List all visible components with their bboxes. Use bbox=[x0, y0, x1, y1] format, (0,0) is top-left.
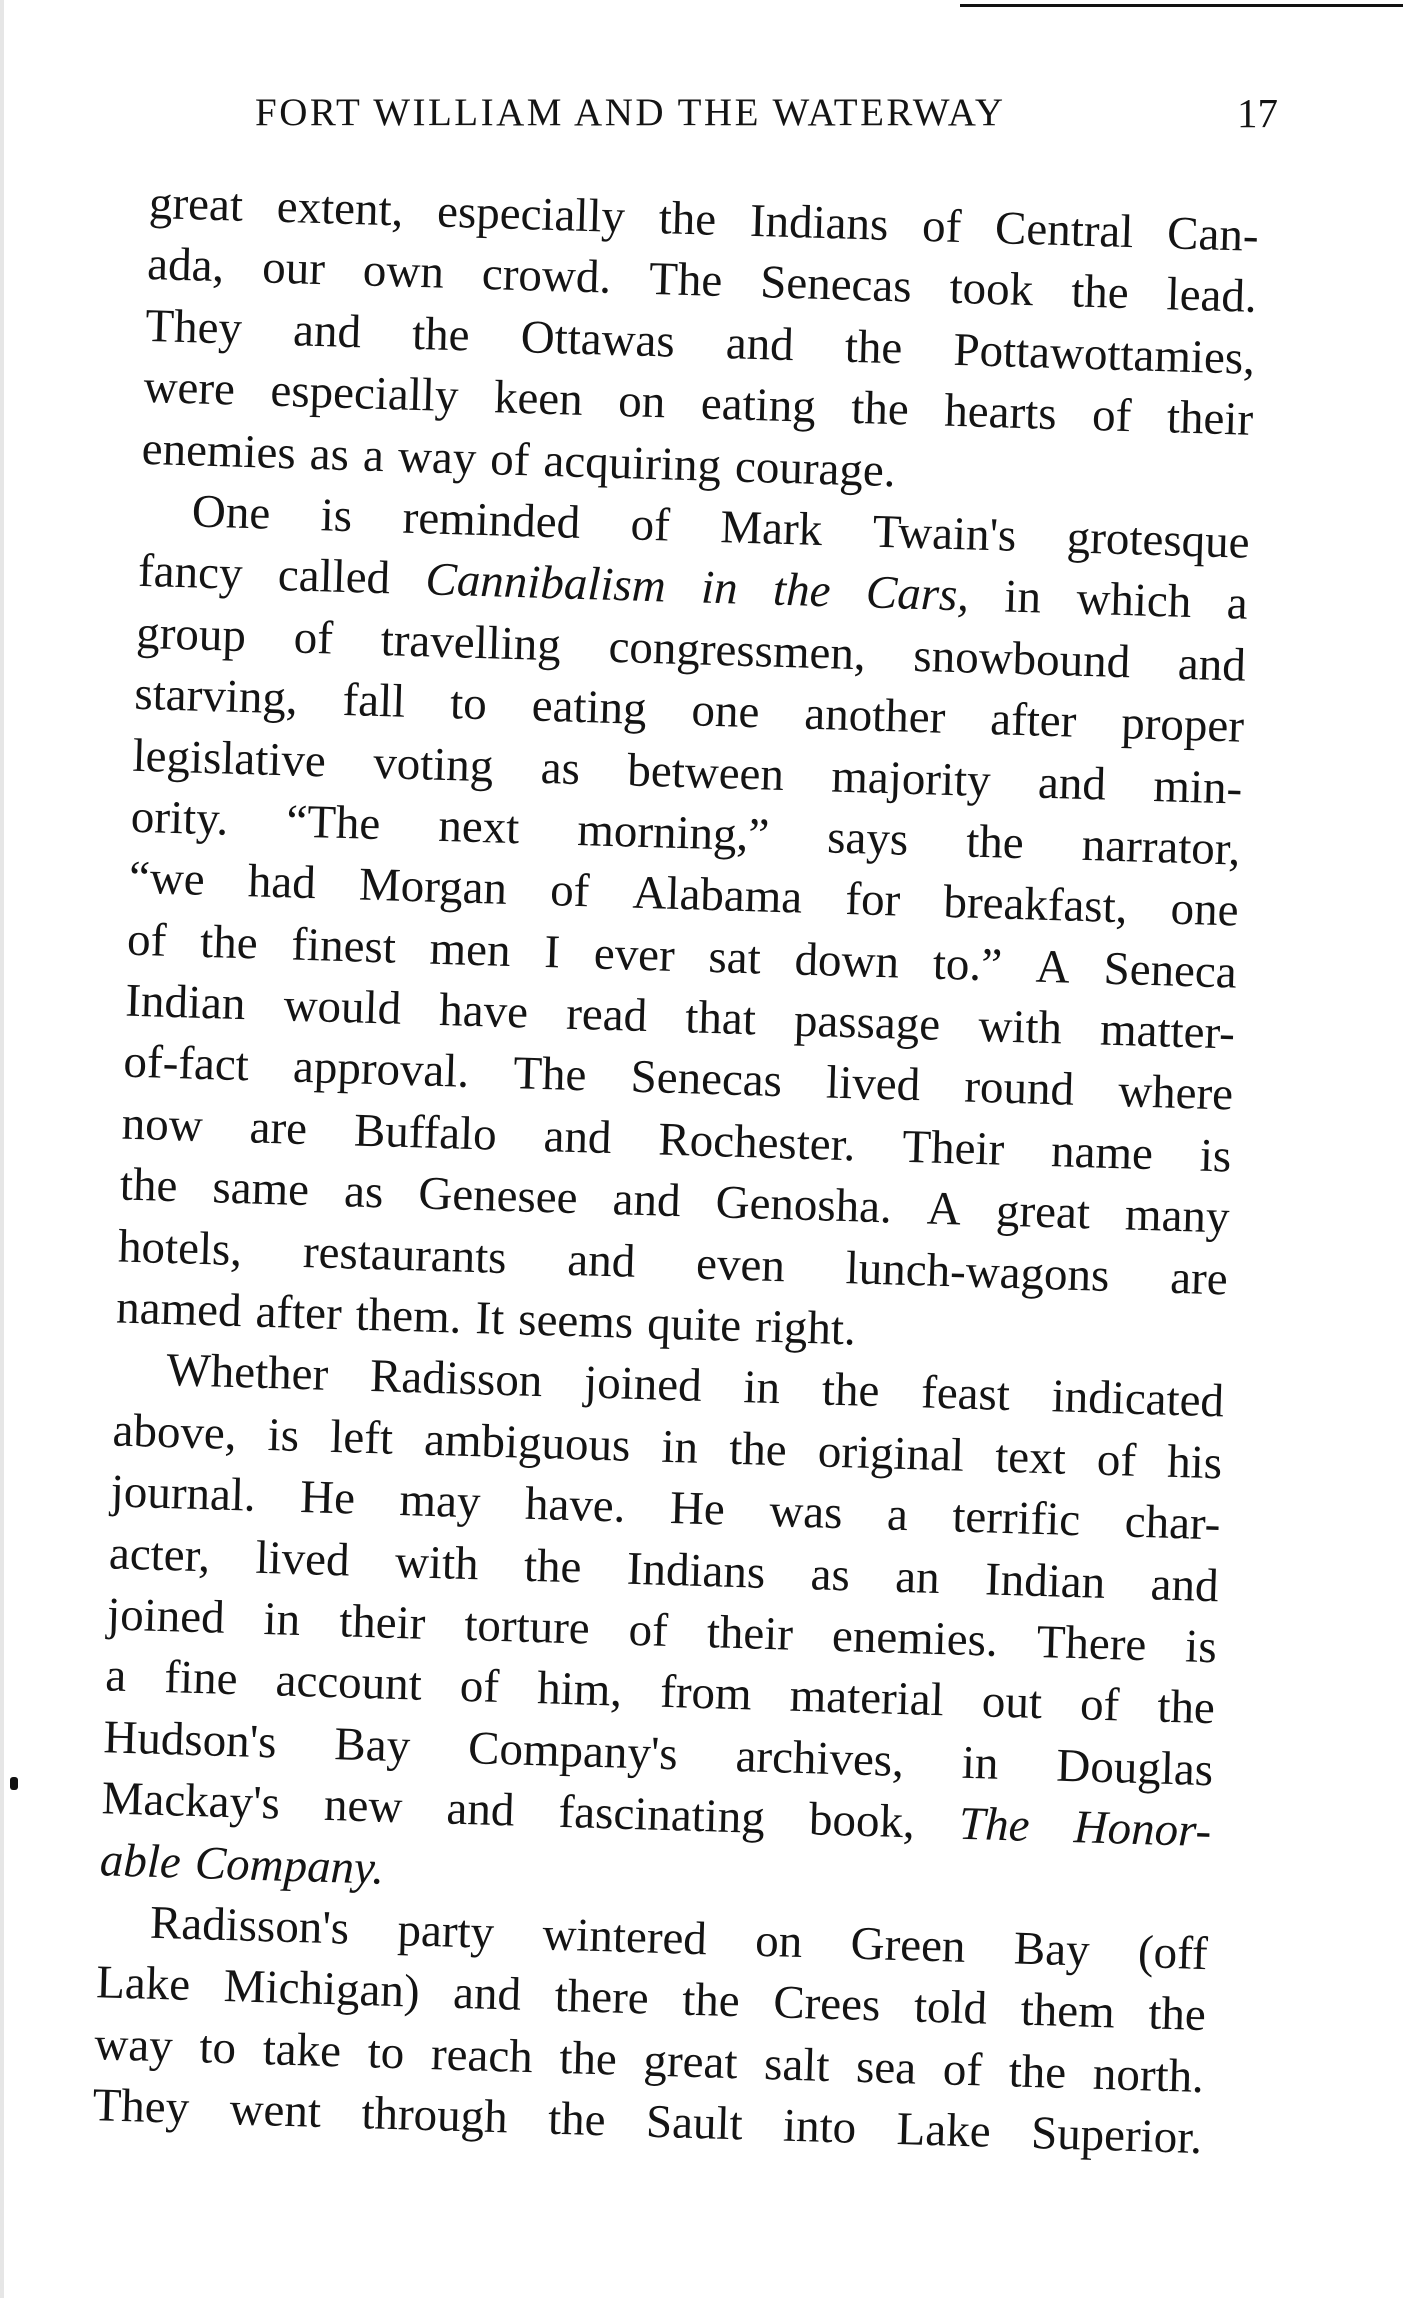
word: with bbox=[394, 1535, 480, 1590]
word: have bbox=[438, 984, 529, 1039]
word: book, bbox=[808, 1793, 916, 1849]
word: Ottawas bbox=[520, 310, 676, 368]
word: their bbox=[338, 1595, 427, 1650]
word: Indians bbox=[626, 1542, 767, 1599]
word: fine bbox=[163, 1651, 239, 1706]
word: the bbox=[1070, 265, 1130, 320]
word: told bbox=[913, 1980, 988, 2035]
scan-edge-rule bbox=[960, 4, 1403, 7]
word: matter- bbox=[1099, 1003, 1236, 1060]
word: lunch-wagons bbox=[845, 1241, 1111, 1302]
word: them bbox=[1020, 1983, 1116, 2039]
word: have. bbox=[524, 1477, 627, 1533]
word: They bbox=[91, 2079, 190, 2135]
body-text bbox=[92, 173, 1260, 2170]
word: north. bbox=[1092, 2047, 1205, 2103]
word: many bbox=[1124, 1188, 1231, 1244]
word: says bbox=[826, 811, 909, 866]
word: their bbox=[1166, 391, 1254, 446]
word: is bbox=[1199, 1129, 1233, 1183]
word: in bbox=[262, 1593, 302, 1647]
word: wintered bbox=[541, 1908, 708, 1966]
word: hotels, bbox=[117, 1220, 243, 1276]
word: fascinating bbox=[557, 1786, 766, 1845]
word: an bbox=[894, 1550, 941, 1604]
word: new bbox=[323, 1779, 404, 1834]
word: indicated bbox=[1051, 1370, 1225, 1428]
word: of bbox=[459, 1660, 500, 1714]
word: Morgan bbox=[358, 858, 508, 916]
word: salt bbox=[763, 2037, 831, 2092]
italic-word: The bbox=[958, 1797, 1031, 1852]
word: sea bbox=[855, 2040, 917, 2095]
word: the bbox=[199, 915, 259, 970]
word: a bbox=[104, 1649, 128, 1703]
word: after bbox=[254, 1285, 343, 1341]
word: the bbox=[681, 1973, 741, 2028]
word: torture bbox=[463, 1598, 591, 1655]
word: He bbox=[669, 1482, 726, 1536]
word: ada, bbox=[146, 238, 226, 293]
word: the bbox=[844, 320, 904, 375]
word: There bbox=[1035, 1615, 1148, 1672]
word: ority. bbox=[130, 790, 230, 846]
word: as bbox=[809, 1547, 851, 1601]
word: fancy bbox=[137, 545, 244, 601]
word: same bbox=[211, 1161, 310, 1217]
word: congressmen, bbox=[607, 620, 867, 681]
word: from bbox=[659, 1666, 753, 1721]
word: Green bbox=[849, 1917, 967, 1973]
word: Can- bbox=[1166, 207, 1260, 262]
word: as bbox=[540, 741, 581, 795]
word: name bbox=[1050, 1125, 1154, 1181]
word: eating bbox=[531, 679, 648, 736]
word: morning,” bbox=[576, 803, 770, 862]
word: Whether bbox=[165, 1344, 329, 1402]
word: men bbox=[428, 922, 512, 977]
word: with bbox=[977, 1000, 1063, 1055]
word: Sault bbox=[645, 2095, 744, 2151]
word: Indians bbox=[749, 194, 890, 251]
word: and bbox=[725, 316, 795, 371]
word: may bbox=[398, 1474, 482, 1529]
word: Crees bbox=[772, 1976, 882, 2032]
word: original bbox=[817, 1425, 965, 1482]
word: ever bbox=[593, 927, 676, 982]
word: group bbox=[135, 606, 247, 662]
word: Pottawottamies, bbox=[952, 323, 1256, 385]
word: passage bbox=[793, 994, 941, 1051]
word: the bbox=[558, 2031, 618, 2086]
word: of-fact bbox=[122, 1036, 250, 1092]
word: archives, bbox=[734, 1729, 905, 1787]
word: as bbox=[309, 427, 350, 481]
word: left bbox=[329, 1410, 394, 1465]
word: of bbox=[293, 611, 334, 665]
word: round bbox=[963, 1061, 1075, 1117]
word: They bbox=[144, 299, 243, 355]
word: on bbox=[754, 1914, 804, 1969]
word: snowbound bbox=[912, 629, 1131, 689]
word: seems bbox=[517, 1293, 634, 1349]
word: Mark bbox=[719, 501, 823, 557]
word: party bbox=[396, 1904, 495, 1959]
word: A bbox=[1035, 940, 1071, 994]
word: and bbox=[445, 1782, 516, 1837]
word: in bbox=[961, 1736, 1000, 1790]
word: would bbox=[282, 979, 402, 1035]
word: and bbox=[1037, 756, 1107, 811]
word: the bbox=[119, 1158, 179, 1213]
word: min- bbox=[1152, 759, 1243, 815]
word: proper bbox=[1120, 697, 1245, 753]
word: down bbox=[793, 933, 900, 989]
word: enemies. bbox=[831, 1609, 999, 1667]
word: He bbox=[299, 1471, 356, 1525]
word: Company's bbox=[467, 1721, 679, 1781]
word: the bbox=[1156, 1680, 1216, 1735]
word: approval. bbox=[292, 1041, 470, 1099]
word: Rochester. bbox=[657, 1113, 857, 1172]
word: to bbox=[198, 2021, 237, 2075]
word: starving, bbox=[133, 667, 299, 725]
word: the bbox=[523, 1539, 583, 1593]
word: is bbox=[267, 1408, 300, 1462]
word: above, bbox=[111, 1404, 238, 1460]
word: “The bbox=[285, 795, 382, 851]
word: his bbox=[1166, 1435, 1223, 1490]
word: the bbox=[821, 1363, 881, 1418]
word: were bbox=[142, 361, 236, 416]
word: after bbox=[989, 693, 1078, 748]
word: Genosha. bbox=[714, 1176, 893, 1234]
word: breakfast, bbox=[942, 876, 1129, 934]
word: of bbox=[921, 199, 963, 254]
word: crowd. bbox=[481, 248, 612, 305]
word: where bbox=[1117, 1065, 1234, 1121]
word: is bbox=[320, 489, 353, 543]
word: hearts bbox=[943, 384, 1058, 441]
word: to bbox=[449, 677, 488, 731]
word: next bbox=[437, 799, 521, 855]
page-edge-shadow bbox=[0, 0, 4, 2298]
word: great bbox=[995, 1184, 1091, 1240]
word: especially bbox=[269, 364, 460, 423]
word: way bbox=[93, 2017, 174, 2073]
word: them. bbox=[355, 1288, 463, 1344]
word: great bbox=[148, 176, 244, 232]
word: called bbox=[277, 549, 391, 605]
word: char- bbox=[1124, 1495, 1222, 1551]
word: and bbox=[1149, 1557, 1220, 1612]
word: and bbox=[611, 1173, 682, 1228]
word: Mackay's bbox=[100, 1772, 281, 1830]
word: travelling bbox=[380, 613, 562, 672]
word: Hudson's bbox=[102, 1711, 278, 1769]
word: now bbox=[121, 1097, 204, 1152]
italic-word: the bbox=[772, 564, 832, 618]
word: I bbox=[543, 925, 561, 979]
word: lived bbox=[254, 1531, 351, 1587]
word: The bbox=[512, 1047, 588, 1102]
word: our bbox=[261, 241, 326, 296]
word: acquiring bbox=[542, 434, 722, 492]
italic-word: Cannibalism bbox=[424, 553, 667, 613]
word: and bbox=[452, 1967, 522, 2022]
word: joined bbox=[583, 1356, 703, 1413]
word: is bbox=[1184, 1620, 1218, 1674]
word: named bbox=[115, 1281, 243, 1338]
word: fall bbox=[341, 674, 407, 728]
word: of bbox=[126, 913, 168, 967]
word: Radisson's bbox=[149, 1896, 350, 1955]
word: on bbox=[617, 375, 667, 429]
word: great bbox=[642, 2034, 739, 2089]
word: of bbox=[549, 864, 591, 918]
word: their bbox=[706, 1606, 794, 1661]
word: reminded bbox=[401, 491, 581, 549]
word: are bbox=[1169, 1251, 1229, 1306]
word: the bbox=[1147, 1987, 1207, 2042]
word: Senecas bbox=[759, 256, 913, 314]
word: reach bbox=[430, 2027, 534, 2083]
word: the bbox=[547, 2092, 607, 2147]
word: and bbox=[542, 1109, 613, 1164]
word: account bbox=[274, 1654, 423, 1712]
word: Bay bbox=[333, 1717, 411, 1773]
word: material bbox=[789, 1670, 945, 1727]
word: of bbox=[627, 1603, 669, 1657]
word: of bbox=[1091, 389, 1133, 443]
word: feast bbox=[920, 1366, 1011, 1422]
word: narrator, bbox=[1081, 818, 1242, 876]
word: Douglas bbox=[1055, 1739, 1214, 1796]
word: Genesee bbox=[417, 1167, 579, 1225]
word: keen bbox=[493, 371, 584, 427]
word: Bay bbox=[1013, 1922, 1091, 1977]
word: through bbox=[360, 2087, 509, 2144]
word: legislative bbox=[131, 729, 327, 787]
word: enemies bbox=[141, 422, 297, 479]
page-number: 17 bbox=[1237, 90, 1278, 136]
word: him, bbox=[536, 1662, 623, 1718]
word: joined bbox=[106, 1588, 226, 1644]
word: in bbox=[742, 1361, 781, 1415]
word: the bbox=[1008, 2045, 1068, 2099]
word: of bbox=[489, 432, 531, 486]
word: as bbox=[343, 1165, 385, 1219]
word: a bbox=[1226, 577, 1249, 631]
word: Senecas bbox=[629, 1051, 783, 1108]
word: a bbox=[362, 429, 385, 482]
word: one bbox=[1169, 882, 1240, 937]
word: way bbox=[397, 430, 478, 485]
word: own bbox=[362, 244, 445, 300]
word: Michigan) bbox=[223, 1960, 421, 2019]
word: majority bbox=[830, 750, 992, 807]
word: lead. bbox=[1165, 268, 1258, 324]
word: A bbox=[926, 1182, 962, 1236]
word: in bbox=[1003, 570, 1042, 624]
word: terrific bbox=[951, 1490, 1082, 1547]
word: took bbox=[948, 262, 1034, 317]
word: the bbox=[728, 1422, 788, 1477]
word: sat bbox=[707, 930, 762, 985]
word: especially bbox=[436, 185, 626, 244]
word: Alabama bbox=[631, 866, 803, 924]
word: and bbox=[292, 304, 362, 359]
margin-ink-mark bbox=[10, 1777, 18, 1790]
word: (off bbox=[1137, 1926, 1209, 1981]
word: of bbox=[1096, 1433, 1137, 1487]
word: text bbox=[994, 1430, 1067, 1485]
word: of bbox=[1079, 1678, 1121, 1732]
word: extent, bbox=[276, 180, 405, 237]
word: are bbox=[248, 1101, 308, 1155]
word: a bbox=[886, 1488, 909, 1542]
word: One bbox=[191, 485, 272, 540]
word: the bbox=[411, 307, 471, 362]
word: in bbox=[660, 1420, 699, 1474]
word: “we bbox=[128, 851, 206, 907]
word: Indian bbox=[124, 974, 247, 1031]
word: the bbox=[850, 382, 910, 436]
word: there bbox=[553, 1970, 650, 2025]
word: Superior. bbox=[1030, 2107, 1203, 2165]
italic-word: Company. bbox=[194, 1836, 385, 1895]
italic-word: in bbox=[700, 561, 739, 615]
word: quite bbox=[646, 1297, 742, 1353]
word: voting bbox=[372, 736, 495, 792]
word: Buffalo bbox=[353, 1104, 498, 1161]
word: Lake bbox=[95, 1956, 191, 2012]
word: and bbox=[1177, 637, 1247, 692]
word: acter, bbox=[108, 1526, 211, 1582]
word: had bbox=[247, 855, 317, 910]
word: Twain's bbox=[872, 505, 1018, 562]
word: that bbox=[684, 991, 757, 1046]
word: and bbox=[566, 1233, 637, 1288]
word: the bbox=[965, 815, 1025, 870]
italic-word: Cars, bbox=[865, 566, 970, 622]
word: eating bbox=[700, 377, 817, 434]
word: which bbox=[1075, 573, 1193, 629]
word: another bbox=[803, 687, 947, 744]
word: for bbox=[844, 873, 902, 927]
word: Their bbox=[901, 1120, 1005, 1176]
word: restaurants bbox=[302, 1225, 508, 1284]
word: take bbox=[262, 2022, 342, 2078]
word: journal. bbox=[110, 1465, 257, 1522]
word: to.” bbox=[932, 937, 1003, 992]
word: of bbox=[629, 498, 671, 552]
word: Seneca bbox=[1102, 942, 1238, 999]
word: of bbox=[942, 2043, 983, 2097]
running-head-title: FORT WILLIAM AND THE WATERWAY bbox=[255, 91, 1006, 134]
word: even bbox=[695, 1237, 786, 1292]
word: one bbox=[690, 684, 761, 739]
italic-word: Honor- bbox=[1073, 1801, 1212, 1858]
word: into bbox=[782, 2099, 858, 2154]
word: right. bbox=[754, 1300, 857, 1356]
word: The bbox=[648, 253, 724, 308]
word: Indian bbox=[984, 1553, 1107, 1609]
word: to bbox=[366, 2026, 406, 2080]
word: the bbox=[658, 192, 717, 246]
word: ambiguous bbox=[423, 1413, 632, 1472]
word: Radisson bbox=[369, 1350, 544, 1408]
word: was bbox=[768, 1485, 844, 1540]
word: grotesque bbox=[1066, 511, 1251, 569]
word: out bbox=[981, 1675, 1043, 1730]
italic-word: able bbox=[99, 1833, 182, 1889]
word: Lake bbox=[895, 2103, 992, 2158]
word: went bbox=[228, 2083, 322, 2139]
word: courage. bbox=[734, 440, 897, 497]
word: lived bbox=[825, 1056, 921, 1112]
word: Central bbox=[994, 202, 1135, 259]
word: finest bbox=[290, 918, 397, 974]
word: It bbox=[474, 1292, 506, 1346]
word: read bbox=[565, 987, 648, 1043]
running-head bbox=[255, 78, 1278, 148]
word: between bbox=[626, 743, 785, 801]
